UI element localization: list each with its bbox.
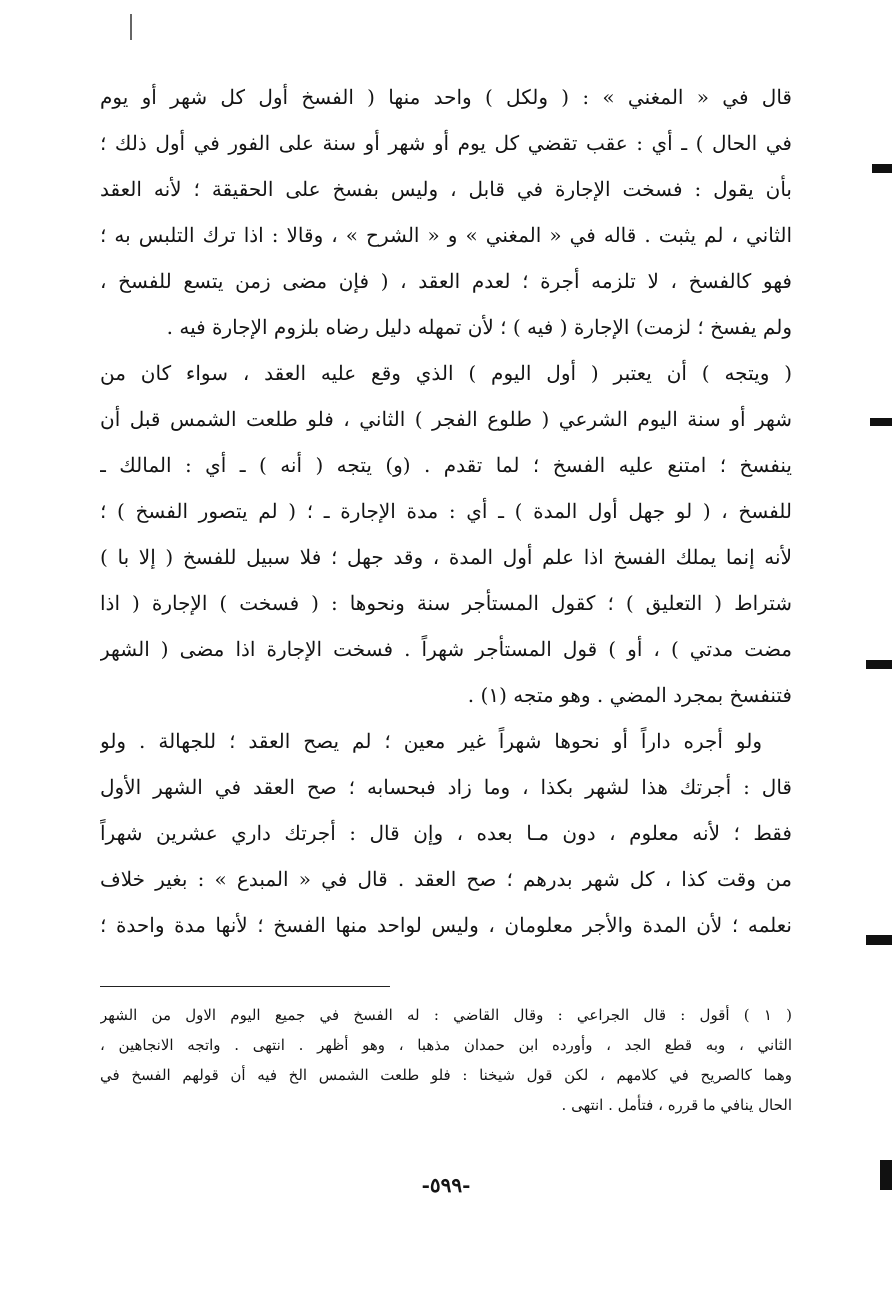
text-line: بأن يقول : فسخت الإجارة في قابل ، وليس بفسخ على الحقيقة ؛ لأنه العقد bbox=[100, 177, 792, 201]
text-line: شتراط ( التعليق ) ؛ كقول المستأجر سنة ونحوها : ( فسخت ) الإجارة ( اذا bbox=[100, 591, 792, 615]
scan-mark-right-4 bbox=[866, 935, 892, 945]
main-text bbox=[100, 74, 792, 948]
footnote-divider bbox=[100, 986, 390, 987]
footnote-line: الثاني ، وبه قطع الجد ، وأورده ابن حمدان مذهبا ، وهو أظهر . انتهى . واتجه الانجاهين ، bbox=[100, 1036, 792, 1054]
text-line: ( ويتجه ) أن يعتبر ( أول اليوم ) الذي وقع عليه العقد ، سواء كان من bbox=[100, 361, 792, 385]
text-line: من وقت كذا ، كل شهر بدرهم ؛ صح العقد . قال في « المبدع » : بغير خلاف bbox=[100, 867, 792, 891]
text-line: مضت مدتي ) ، أو ) قول المستأجر شهراً . فسخت الإجارة اذا مضى ( الشهر bbox=[100, 637, 792, 661]
text-line: للفسخ ، ( لو جهل أول المدة ) ـ أي : مدة الإجارة ـ ؛ ( لم يتصور الفسخ ) ؛ bbox=[100, 499, 792, 523]
text-line: ينفسخ ؛ امتنع عليه الفسخ ؛ لما تقدم . (و) يتجه ( أنه ) ـ أي : المالك ـ bbox=[100, 453, 792, 477]
text-line: فقط ؛ لأنه معلوم ، دون مـا بعده ، وإن قال : أجرتك داري عشرين شهراً bbox=[100, 821, 792, 845]
text-line: لأنه إنما يملك الفسخ اذا علم أول المدة ، وقد جهل ؛ فلا سبيل للفسخ ( إلا با ) bbox=[100, 545, 792, 569]
scan-mark-top bbox=[130, 14, 132, 40]
footnote-block bbox=[100, 1000, 792, 1120]
text-line: قال في « المغني » : ( ولكل ) واحد منها ( الفسخ أول كل شهر أو يوم bbox=[100, 85, 792, 109]
text-line: الثاني ، لم يثبت . قاله في « المغني » و « الشرح » ، وقالا : اذا ترك التلبس به ؛ bbox=[100, 223, 792, 247]
footnote-line: ( ١ ) أقول : قال الجراعي : وقال القاضي : له الفسخ في جميع اليوم الاول من الشهر bbox=[100, 1006, 792, 1024]
text-line: ولو أجره داراً أو نحوها شهراً غير معين ؛ لم يصح العقد ؛ للجهالة . ولو bbox=[100, 729, 762, 753]
text-line: فتنفسخ بمجرد المضي . وهو متجه (١) . bbox=[467, 683, 792, 707]
scan-mark-right-1 bbox=[872, 164, 892, 173]
text-line: ولم يفسخ ؛ لزمت) الإجارة ( فيه ) ؛ لأن تمهله دليل رضاه بلزوم الإجارة فيه . bbox=[166, 315, 792, 339]
text-line: شهر أو سنة اليوم الشرعي ( طلوع الفجر ) الثاني ، فلو طلعت الشمس قبل أن bbox=[100, 407, 792, 431]
footnote-line: الحال ينافي ما قرره ، فتأمل . انتهى . bbox=[561, 1096, 792, 1114]
text-line: في الحال ) ـ أي : عقب تقضي كل يوم أو شهر أو سنة على الفور في أول ذلك ؛ bbox=[100, 131, 792, 155]
page-number: -٥٩٩- bbox=[421, 1173, 471, 1197]
text-line: قال : أجرتك هذا لشهر بكذا ، وما زاد فبحسابه ؛ صح العقد في الشهر الأول bbox=[100, 775, 792, 799]
text-line: فهو كالفسخ ، لا تلزمه أجرة ؛ لعدم العقد ، ( فإن مضى زمن يتسع للفسخ ، bbox=[100, 269, 792, 293]
footnote-line: وهما كالصريح في كلامهم ، لكن قول شيخنا : فلو طلعت الشمس الخ فيه أن قولهم الفسخ في bbox=[100, 1066, 792, 1084]
text-line: نعلمه ؛ لأن المدة والأجر معلومان ، وليس لواحد منها الفسخ ؛ لأنها مدة واحدة ؛ bbox=[100, 913, 792, 937]
scan-mark-right-3 bbox=[866, 660, 892, 669]
scan-mark-right-2 bbox=[870, 418, 892, 426]
